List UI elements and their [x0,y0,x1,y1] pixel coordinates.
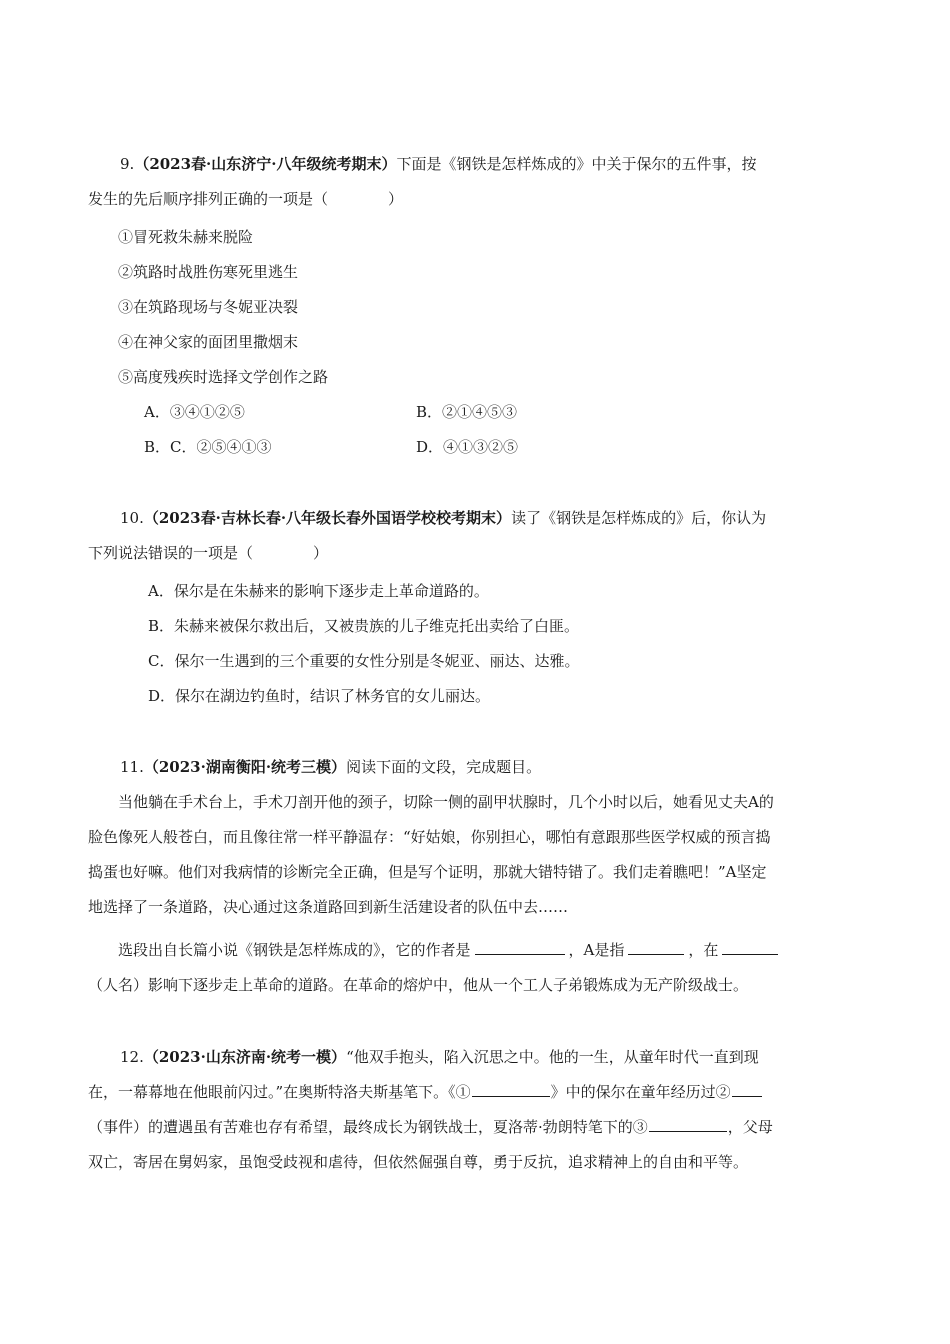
q9-option-c[interactable]: B．C．②⑤④①③ [144,438,272,456]
q11-blank-person[interactable] [722,940,778,955]
q10-option-c[interactable]: C．保尔一生遇到的三个重要的女性分别是冬妮亚、丽达、达雅。 [148,652,580,670]
q12-line2 [88,1082,763,1102]
q12-line2-b: 》中的保尔在童年经历过② [550,1083,731,1101]
q12-number: 12. [120,1048,144,1066]
q9-event-1: ①冒死救朱赫来脱险 [118,228,254,246]
q9-source: （2023春·山东济宁·八年级统考期末） [134,155,397,173]
q12-blank-3[interactable] [649,1117,727,1132]
q12-line3-b: ，父母 [727,1118,773,1136]
q11-q-part1: 选段出自长篇小说《钢铁是怎样炼成的》，它的作者是 [118,941,471,959]
q11-stem-line [120,757,541,777]
q10-option-a[interactable]: A．保尔是在朱赫来的影响下逐步走上革命道路的。 [148,582,489,600]
q12-line3 [88,1117,773,1137]
q12-line2-a: 在，一幕幕地在他眼前闪过。”在奥斯特洛夫斯基笔下。《① [88,1083,471,1101]
q12-stem1: “他双手抱头，陷入沉思之中。他的一生，从童年时代一直到现 [346,1048,759,1066]
q10-source: （2023春·吉林长春·八年级长春外国语学校校考期末） [143,509,512,527]
q12-source: （2023·山东济南·统考一模） [143,1048,347,1066]
q12-blank-2[interactable] [732,1082,762,1097]
q12-stem-line1 [120,1047,759,1067]
q11-passage-line1: 当他躺在手术台上，手术刀剖开他的颈子，切除一侧的副甲状腺时，几个小时以后，她看见丈夫A的 [118,793,774,811]
q12-blank-1[interactable] [472,1082,550,1097]
q9-option-a[interactable]: A．③④①②⑤ [144,403,245,421]
q10-stem1: 读了《钢铁是怎样炼成的》后，你认为 [511,509,767,527]
q11-source: （2023·湖南衡阳·统考三模） [143,758,347,776]
q11-q-part3: ，在 [688,941,719,959]
q11-passage-line2: 脸色像死人般苍白，而且像往常一样平静温存：“好姑娘，你别担心，哪怕有意跟那些医学权威的预言捣 [88,828,771,846]
q11-passage-line4: 地选择了一条道路，决心通过这条道路回到新生活建设者的队伍中去…… [88,898,569,916]
q9-stem1: 下面是《钢铁是怎样炼成的》中关于保尔的五件事，按 [396,155,757,173]
q11-blank-author[interactable] [475,940,565,955]
q9-event-4: ④在神父家的面团里撒烟末 [118,333,299,351]
q9-option-d[interactable]: D．④①③②⑤ [416,438,519,456]
q11-passage-line3: 捣蛋也好嘛。他们对我病情的诊断完全正确，但是写个证明，那就大错特错了。我们走着瞧吧！”A坚定 [88,863,767,881]
q10-option-d[interactable]: D．保尔在湖边钓鱼时，结识了林务官的女儿丽达。 [148,687,491,705]
q10-number: 10. [120,509,144,527]
q9-event-5: ⑤高度残疾时选择文学创作之路 [118,368,329,386]
q9-number: 9. [120,155,135,173]
q11-number: 11. [120,758,144,776]
q9-option-b[interactable]: B．②①④⑤③ [416,403,518,421]
q10-option-b[interactable]: B．朱赫来被保尔救出后，又被贵族的儿子维克托出卖给了白匪。 [148,617,580,635]
q12-line4: 双亡，寄居在舅妈家，虽饱受歧视和虐待，但依然倔强自尊，勇于反抗，追求精神上的自由和平等。 [88,1153,749,1171]
q9-stem-line1 [120,154,757,174]
q9-event-2: ②筑路时战胜伤寒死里逃生 [118,263,299,281]
q11-stem: 阅读下面的文段，完成题目。 [346,758,542,776]
q11-q-part2: ，A是指 [568,941,625,959]
q9-event-3: ③在筑路现场与冬妮亚决裂 [118,298,299,316]
q11-question-line1 [118,940,782,960]
q12-line3-a: （事件）的遭遇虽有苦难也存有希望，最终成长为钢铁战士，夏洛蒂·勃朗特笔下的③ [88,1118,648,1136]
q11-question-line2: （人名）影响下逐步走上革命的道路。在革命的熔炉中，他从一个工人子弟锻炼成为无产阶级战士。 [88,976,749,994]
q11-blank-a-refers-to[interactable] [628,940,684,955]
q9-stem-line2: 发生的先后顺序排列正确的一项是（ ） [88,190,404,208]
q10-stem-line2: 下列说法错误的一项是（ ） [88,544,329,562]
q10-stem-line1 [120,508,766,528]
